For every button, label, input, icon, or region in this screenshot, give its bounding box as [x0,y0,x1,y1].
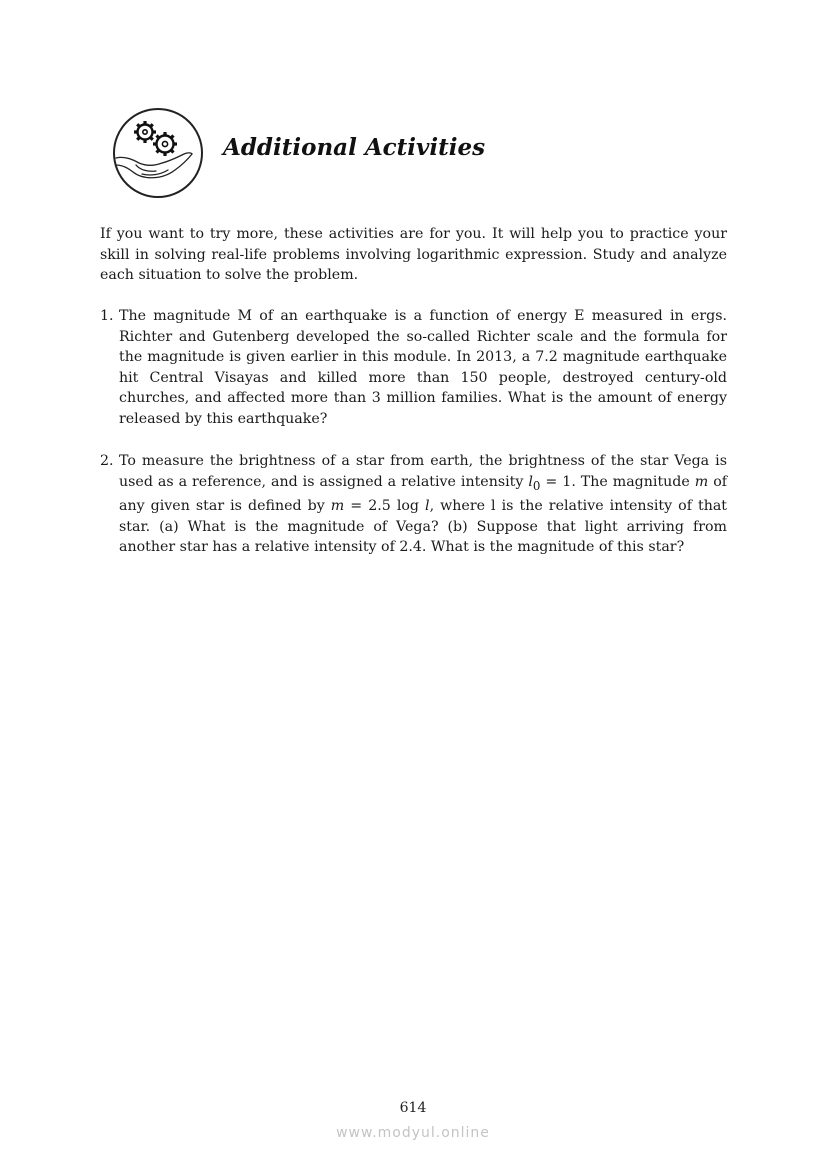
magnitude-variable: m [694,473,709,490]
item-text-part: To measure the brightness of a star from earth, the brightness of the star Vega is used as a reference, and is assigned a relative intensity [119,453,727,490]
section-title: Additional Activities [223,134,486,161]
gears-in-hand-icon [112,107,204,199]
item-text-part: , where l is the relative intensity of that star. (a) What is the magnitude of Vega? (b) Suppose that light arriving from another star has a relative intensity of 2.4. What is the magnitude of this star? [119,498,727,556]
item-text-part: of any given star is defined by [119,473,727,515]
formula-lhs: m [330,498,345,515]
formula-variable: l [425,498,430,515]
intensity-subscript: 0 [532,478,541,493]
formula-middle: = 2.5 log [344,498,426,515]
item-text-part: . The magnitude [571,473,695,490]
page-number: 614 [399,1100,427,1116]
item-number: 2. [100,453,114,469]
item-text [119,451,727,558]
item-number: 1. [100,308,114,324]
list-item [100,451,727,558]
item-text: The magnitude M of an earthquake is a function of energy E measured in ergs. Richter and Gutenberg developed the so-called Richter scale and the formula for the magnitude is given earlier in this module. In 2013, a 7.2 magnitude earthquake hit Central Visayas and killed more than 150 people, destroyed century-old churches, and affected more than 3 million families. What is the amount of energy released by this earthquake? [119,308,727,427]
intro-paragraph: If you want to try more, these activities are for you. It will help you to practice your skill in solving real-life problems involving logarithmic expression. Study and analyze each situation to solve the problem. [100,226,727,284]
watermark: www.modyul.online [336,1125,490,1141]
intensity-equation: = 1 [540,473,572,490]
intensity-variable: l [528,473,533,490]
list-item [100,306,727,430]
